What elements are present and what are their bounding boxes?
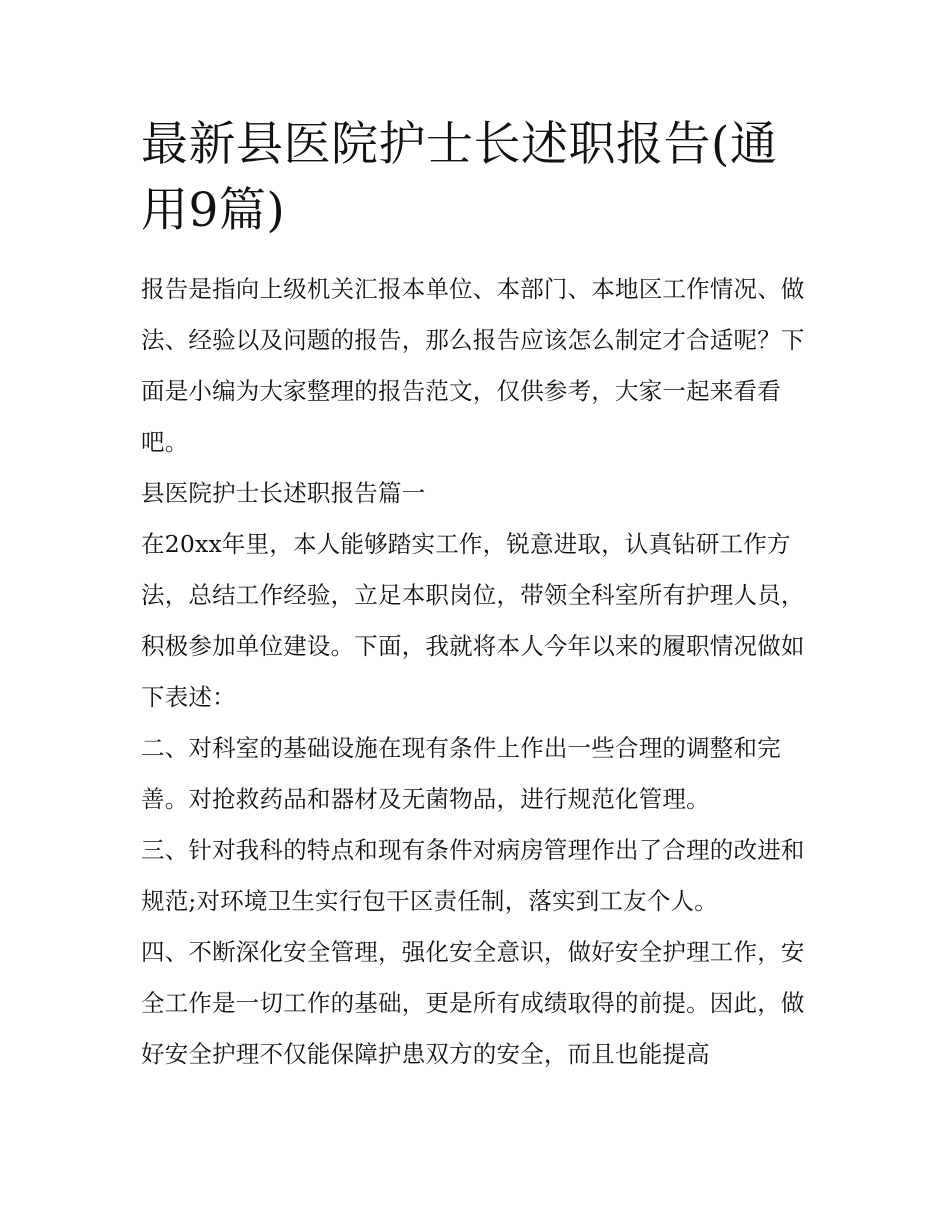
body-paragraph: 四、不断深化安全管理，强化安全意识，做好安全护理工作，安全工作是一切工作的基础，更是所有成绩取得的前提。因此，做好安全护理不仅能保障护患双方的安全，而且也能提高 xyxy=(141,938,805,1068)
document-body xyxy=(141,112,813,1080)
intro-paragraph: 报告是指向上级机关汇报本单位、本部门、本地区工作情况、做法、经验以及问题的报告，那么报告应该怎么制定才合适呢？下面是小编为大家整理的报告范文，仅供参考，大家一起来看看吧。 xyxy=(141,275,805,456)
body-paragraph: 三、针对我科的特点和现有条件对病房管理作出了合理的改进和规范;对环境卫生实行包干区责任制，落实到工友个人。 xyxy=(141,836,805,915)
document-title: 最新县医院护士长述职报告(通用9篇) xyxy=(141,117,778,238)
body-paragraph: 二、对科室的基础设施在现有条件上作出一些合理的调整和完善。对抢救药品和器材及无菌物品，进行规范化管理。 xyxy=(141,734,781,813)
section-heading: 县医院护士长述职报告篇一 xyxy=(141,479,426,507)
body-paragraph: 在20xx年里，本人能够踏实工作，锐意进取，认真钻研工作方法，总结工作经验，立足本职岗位，带领全科室所有护理人员，积极参加单位建设。下面，我就将本人今年以来的履职情况做如下表述： xyxy=(141,530,805,711)
